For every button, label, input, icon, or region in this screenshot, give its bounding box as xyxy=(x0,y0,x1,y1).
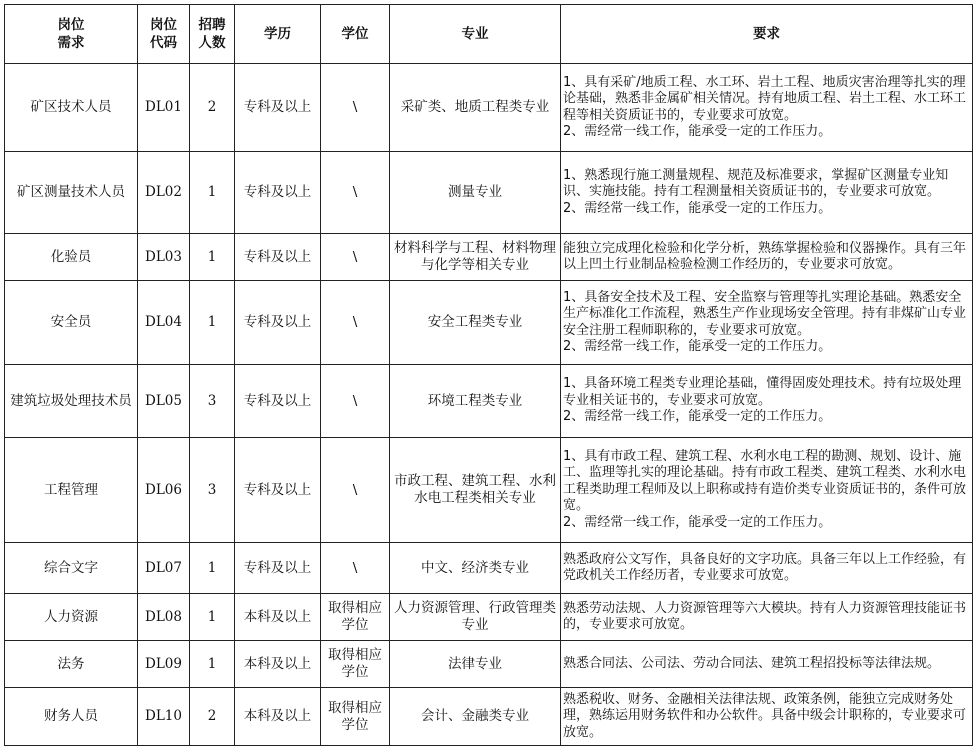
cell-position: 建筑垃圾处理技术员 xyxy=(5,365,138,438)
requirement-item: 2、需经常一线工作，能承受一定的工作压力。 xyxy=(563,200,832,216)
cell-education: 专科及以上 xyxy=(235,438,321,543)
cell-code: DL01 xyxy=(138,64,190,152)
cell-education: 专科及以上 xyxy=(235,365,321,438)
cell-major: 材料科学与工程、材料物理与化学等相关专业 xyxy=(390,234,561,281)
cell-requirements xyxy=(561,152,973,234)
cell-requirements xyxy=(561,594,973,641)
cell-count: 2 xyxy=(190,688,235,746)
requirement-item: 1、具备安全技术及工程、安全监察与管理等扎实理论基础。熟悉安全生产标准化工作流程，熟悉生产作业现场安全管理。持有非煤矿山专业安全注册工程师职称的，专业要求可放宽。 xyxy=(563,289,967,338)
cell-position: 矿区测量技术人员 xyxy=(5,152,138,234)
header-requirements: 要求 xyxy=(561,5,973,64)
cell-position: 人力资源 xyxy=(5,594,138,641)
requirement-item: 2、需经常一线工作，能承受一定的工作压力。 xyxy=(563,409,832,425)
cell-position: 化验员 xyxy=(5,234,138,281)
header-row xyxy=(5,5,973,64)
table-row xyxy=(5,438,973,543)
cell-count: 1 xyxy=(190,543,235,594)
cell-major: 人力资源管理、行政管理类专业 xyxy=(390,594,561,641)
cell-major: 环境工程类专业 xyxy=(390,365,561,438)
cell-degree: \ xyxy=(321,281,390,365)
cell-count: 3 xyxy=(190,365,235,438)
cell-requirements xyxy=(561,688,973,746)
cell-requirements xyxy=(561,281,973,365)
cell-requirements xyxy=(561,64,973,152)
cell-education: 专科及以上 xyxy=(235,234,321,281)
cell-major: 会计、金融类专业 xyxy=(390,688,561,746)
table-row xyxy=(5,64,973,152)
cell-code: DL05 xyxy=(138,365,190,438)
header-major: 专业 xyxy=(390,5,561,64)
cell-position: 综合文字 xyxy=(5,543,138,594)
cell-major: 法律专业 xyxy=(390,641,561,688)
cell-major: 市政工程、建筑工程、水利水电工程类相关专业 xyxy=(390,438,561,543)
cell-requirements xyxy=(561,438,973,543)
requirement-item: 能独立完成理化检验和化学分析，熟练掌握检验和仪器操作。具有三年以上凹土行业制品检验检测工作经历的，专业要求可放宽。 xyxy=(563,240,967,272)
requirement-item: 1、具有市政工程、建筑工程、水利水电工程的勘测、规划、设计、施工、监理等扎实的理论基础。持有市政工程类、建筑工程类、水利水电工程类助理工程师及以上职称或持有造价类专业资质证书的，条件可放宽。 xyxy=(563,448,967,514)
cell-count: 1 xyxy=(190,641,235,688)
cell-code: DL10 xyxy=(138,688,190,746)
cell-education: 本科及以上 xyxy=(235,688,321,746)
header-degree: 学位 xyxy=(321,5,390,64)
header-code: 岗位 代码 xyxy=(138,5,190,64)
cell-major: 安全工程类专业 xyxy=(390,281,561,365)
cell-requirements xyxy=(561,641,973,688)
cell-count: 1 xyxy=(190,594,235,641)
cell-education: 专科及以上 xyxy=(235,64,321,152)
cell-degree: \ xyxy=(321,64,390,152)
table-row xyxy=(5,281,973,365)
cell-degree: 取得相应学位 xyxy=(321,641,390,688)
cell-degree: \ xyxy=(321,152,390,234)
requirement-item: 1、熟悉现行施工测量规程、规范及标准要求，掌握矿区测量专业知识、实施技能。持有工程测量相关资质证书的，专业要求可放宽。 xyxy=(563,167,949,200)
cell-education: 本科及以上 xyxy=(235,641,321,688)
cell-code: DL06 xyxy=(138,438,190,543)
cell-requirements xyxy=(561,365,973,438)
header-education: 学历 xyxy=(235,5,321,64)
cell-code: DL04 xyxy=(138,281,190,365)
cell-position: 矿区技术人员 xyxy=(5,64,138,152)
cell-degree: 取得相应学位 xyxy=(321,594,390,641)
table-row xyxy=(5,234,973,281)
cell-code: DL02 xyxy=(138,152,190,234)
requirement-item: 1、具备环境工程类专业理论基础，懂得固废处理技术。持有垃圾处理专业相关证书的，专业要求可放宽。 xyxy=(563,376,962,408)
cell-code: DL07 xyxy=(138,543,190,594)
table-row xyxy=(5,152,973,234)
cell-degree: \ xyxy=(321,365,390,438)
cell-major: 采矿类、地质工程类专业 xyxy=(390,64,561,152)
requirement-item: 2、需经常一线工作，能承受一定的工作压力。 xyxy=(563,339,832,354)
cell-major: 测量专业 xyxy=(390,152,561,234)
table-row xyxy=(5,543,973,594)
header-count: 招聘 人数 xyxy=(190,5,235,64)
cell-count: 1 xyxy=(190,281,235,365)
cell-education: 专科及以上 xyxy=(235,152,321,234)
requirement-item: 2、需经常一线工作，能承受一定的工作压力。 xyxy=(563,514,832,530)
cell-count: 2 xyxy=(190,64,235,152)
cell-code: DL09 xyxy=(138,641,190,688)
cell-code: DL08 xyxy=(138,594,190,641)
requirement-item: 熟悉税收、财务、金融相关法律法规、政策条例，能独立完成财务处理，熟练运用财务软件和办公软件。具备中级会计职称的，专业要求可放宽。 xyxy=(563,691,967,740)
requirement-item: 1、具有采矿/地质工程、水工环、岩土工程、地质灾害治理等扎实的理论基础，熟悉非金属矿相关情况。持有地质工程、岩土工程、水工环工程等相关资质证书的，专业要求可放宽。 xyxy=(563,74,967,123)
cell-position: 安全员 xyxy=(5,281,138,365)
cell-degree: \ xyxy=(321,438,390,543)
cell-education: 专科及以上 xyxy=(235,281,321,365)
cell-education: 本科及以上 xyxy=(235,594,321,641)
cell-requirements xyxy=(561,234,973,281)
cell-count: 1 xyxy=(190,234,235,281)
cell-degree: \ xyxy=(321,234,390,281)
cell-degree: 取得相应学位 xyxy=(321,688,390,746)
cell-position: 法务 xyxy=(5,641,138,688)
cell-major: 中文、经济类专业 xyxy=(390,543,561,594)
requirement-item: 2、需经常一线工作，能承受一定的工作压力。 xyxy=(563,124,832,139)
requirement-item: 熟悉政府公文写作，具备良好的文字功底。具备三年以上工作经验，有党政机关工作经历者，专业要求可放宽。 xyxy=(563,551,967,583)
cell-code: DL03 xyxy=(138,234,190,281)
table-row xyxy=(5,594,973,641)
cell-position: 财务人员 xyxy=(5,688,138,746)
requirement-item: 熟悉合同法、公司法、劳动合同法、建筑工程招投标等法律法规。 xyxy=(563,655,941,671)
table-row xyxy=(5,688,973,746)
cell-degree: \ xyxy=(321,543,390,594)
recruitment-table xyxy=(4,4,973,746)
cell-count: 3 xyxy=(190,438,235,543)
cell-education: 专科及以上 xyxy=(235,543,321,594)
cell-count: 1 xyxy=(190,152,235,234)
table-row xyxy=(5,641,973,688)
cell-position: 工程管理 xyxy=(5,438,138,543)
header-position: 岗位 需求 xyxy=(5,5,138,64)
table-row xyxy=(5,365,973,438)
requirement-item: 熟悉劳动法规、人力资源管理等六大模块。持有人力资源管理技能证书的，专业要求可放宽。 xyxy=(563,600,967,632)
cell-requirements xyxy=(561,543,973,594)
